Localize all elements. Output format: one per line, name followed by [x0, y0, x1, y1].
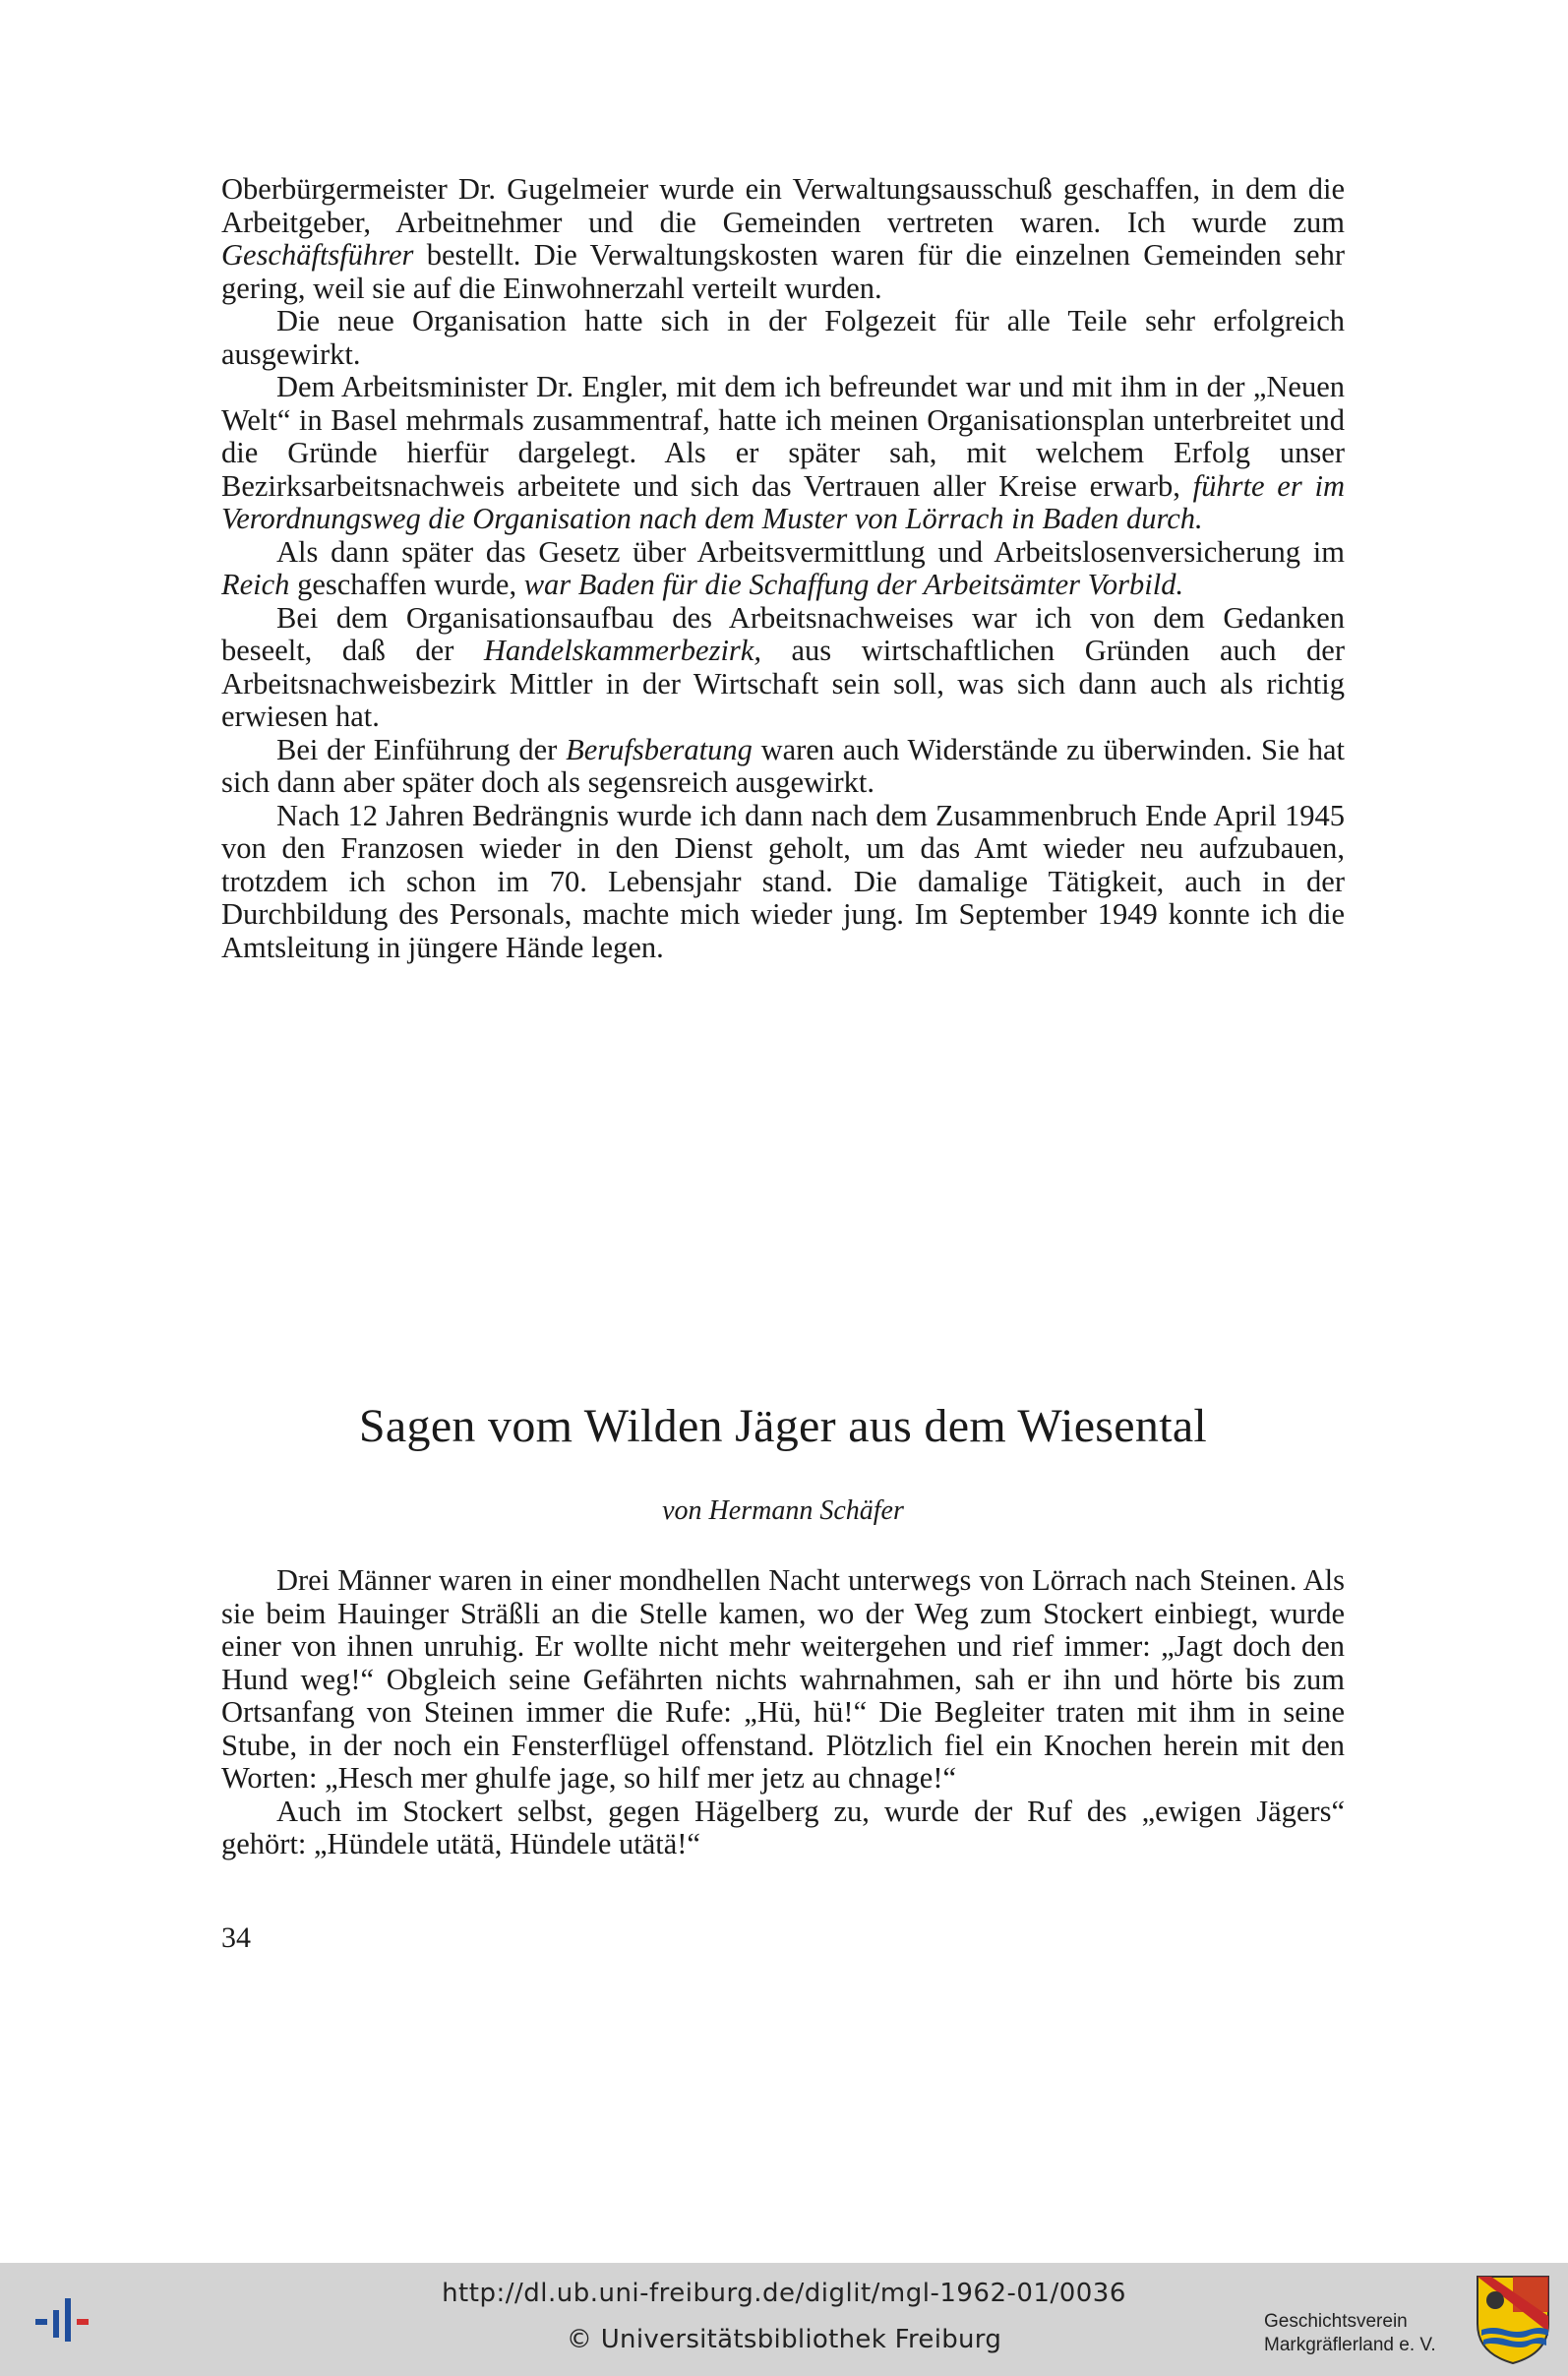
- footer-bar: [0, 2263, 1568, 2376]
- text-run: geschaffen wurde,: [289, 568, 524, 601]
- text-run: Bei der Einführung der: [276, 732, 567, 766]
- top-paragraph: [221, 371, 1345, 536]
- text-run: Oberbürgermeister Dr. Gugelmeier wurde ein Verwaltungsausschuß geschaffen, in dem die Arbeitgeber, Arbeitnehmer und die Gemeinden vertreten waren. Ich wurde zum: [221, 172, 1345, 239]
- text-run: Bei dem Organisationsaufbau des Arbeitsnachweises war ich von dem Gedanken beseelt, daß der: [221, 600, 1345, 667]
- article-paragraph: [221, 1564, 1345, 1796]
- text-run: aus wirtschaftlichen Gründen auch der Arbeitsnachweisbezirk Mittler in der Wirtschaft sein soll, was sich dann auch als richtig erwiesen hat.: [221, 634, 1345, 733]
- top-paragraph: [221, 602, 1345, 734]
- text-run: Drei Männer waren in einer mondhellen Nacht unterwegs von Lörrach nach Steinen. Als sie beim Hauinger Sträßli an die Stelle kamen, wo der Weg zum Stockert einbiegt, wurde einer von ihnen unruhig. Er wollte nicht mehr weitergehen und rief immer: „Jagt doch den Hund weg!“ Obgleich seine Gefährten nichts wahrnahmen, sah er ihn und hörte bis zum Ortsanfang von Steinen immer die Rufe: „Hü, hü!“ Die Begleiter traten mit ihm in seine Stube, in der noch ein Fensterflügel offenstand. Plötzlich fiel ein Knochen herein mit den Worten: „Hesch mer ghulfe jage, so hilf mer jetz au chnage!“: [221, 1563, 1345, 1795]
- italic-text: Reich: [221, 568, 290, 601]
- text-run: Auch im Stockert selbst, gegen Hägelberg zu, wurde der Ruf des „ewigen Jägers“ gehört: „Hündele utätä, Hündele utätä!“: [221, 1794, 1345, 1860]
- top-paragraph: [221, 536, 1345, 602]
- text-run: Dem Arbeitsminister Dr. Engler, mit dem ich befreundet war und mit ihm in der „Neuen Welt“ in Basel mehrmals zusammentraf, hatte ich meinen Organisationsplan unterbreitet und die Gründe hierfür dargelegt. Als er später sah, mit welchem Erfolg unser Bezirksarbeitsnachweis arbeitete und sich das Vertrauen aller Kreise erwarb,: [221, 370, 1345, 503]
- italic-text: Berufsberatung: [566, 732, 753, 766]
- article-text-block: [221, 1564, 1345, 1861]
- top-paragraph: [221, 173, 1345, 305]
- italic-text: Geschäftsführer: [221, 238, 414, 272]
- italic-text: war Baden für die Schaffung der Arbeitsämter Vorbild.: [523, 568, 1184, 601]
- society-name-line-2: Markgräflerland e. V.: [1264, 2335, 1436, 2355]
- top-text-block: [221, 173, 1345, 964]
- italic-text: führte er im Verordnungsweg die Organisation nach dem Muster von Lörrach in Baden durch.: [221, 468, 1345, 535]
- text-run: Die neue Organisation hatte sich in der Folgezeit für alle Teile sehr erfolgreich ausgewirkt.: [221, 304, 1345, 371]
- top-paragraph: [221, 800, 1345, 965]
- article-paragraph: [221, 1796, 1345, 1861]
- text-run: Nach 12 Jahren Bedrängnis wurde ich dann nach dem Zusammenbruch Ende April 1945 von den Franzosen wieder in den Dienst geholt, um das Amt wieder neu aufzubauen, trotzdem ich schon im 70. Lebensjahr stand. Die damalige Tätigkeit, auch in der Durchbildung des Personals, machte mich wieder jung. Im September 1949 konnte ich die Amtsleitung in jüngere Hände legen.: [221, 798, 1345, 964]
- italic-text: Handelskammerbezirk,: [483, 634, 761, 667]
- top-paragraph: [221, 305, 1345, 371]
- text-run: Als dann später das Gesetz über Arbeitsvermittlung und Arbeitslosenversicherung im: [276, 534, 1345, 569]
- copyright-notice: © Universitätsbibliothek Freiburg: [566, 2325, 1002, 2354]
- article-author: von Hermann Schäfer: [662, 1495, 904, 1526]
- society-name: [1264, 2310, 1476, 2357]
- article-title: Sagen vom Wilden Jäger aus dem Wiesental: [358, 1400, 1208, 1452]
- coat-of-arms-icon: [1474, 2273, 1552, 2366]
- top-paragraph: [221, 734, 1345, 800]
- society-name-line-1: Geschichtsverein: [1264, 2311, 1408, 2332]
- source-url-link[interactable]: http://dl.ub.uni-freiburg.de/diglit/mgl-1962-01/0036: [442, 2279, 1126, 2308]
- text-run: bestellt. Die Verwaltungskosten waren für die einzelnen Gemeinden sehr gering, weil sie auf die Einwohnerzahl verteilt wurden.: [221, 238, 1345, 305]
- text-run: waren auch Widerstände zu überwinden. Sie hat sich dann aber später doch als segensreich ausgewirkt.: [221, 732, 1345, 799]
- page-number: 34: [221, 1921, 251, 1954]
